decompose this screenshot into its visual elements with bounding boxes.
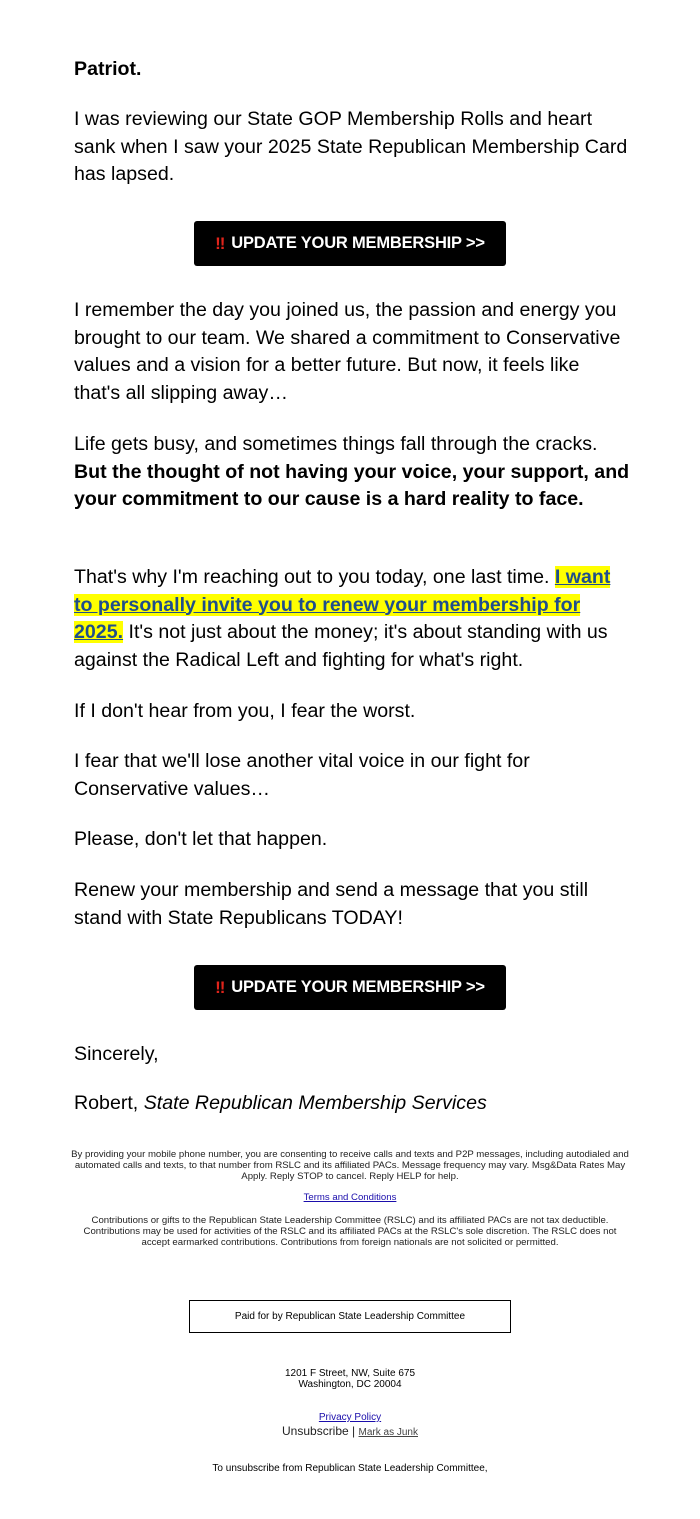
sms-disclaimer: By providing your mobile phone number, you are consenting to receive calls and texts and P2P messages, including autodialed and automated calls and texts, to that number from RSLC and its affiliated PACs. Message frequency may vary. Msg&Data Rates May Apply. Reply STOP to cancel. Reply HELP for help. [71, 1149, 629, 1182]
paragraph-invite [74, 564, 630, 674]
paid-for-box: Paid for by Republican State Leadership Committee [189, 1300, 511, 1333]
paragraph-remember: I remember the day you joined us, the passion and energy you brought to our team. We shared a commitment to Conservative values and a vision for a better future. But now, it feels like that's all slipping away… [74, 299, 621, 404]
unsubscribe-note: To unsubscribe from Republican State Leadership Committee, [212, 1463, 488, 1474]
closing-sincerely: Sincerely, [74, 1043, 159, 1065]
mark-as-junk-link[interactable]: Mark as Junk [358, 1427, 418, 1438]
update-membership-button-bottom[interactable] [194, 965, 506, 1010]
address-line-2: Washington, DC 20004 [298, 1379, 402, 1390]
terms-row [70, 1192, 630, 1203]
contribution-disclaimer: Contributions or gifts to the Republican State Leadership Committee (RSLC) and its affiliated PACs are not tax deductible. Contributions may be used for activities of the RSLC and its affiliated PACs at the RSLC's sole discretion. The RSLC does not accept earmarked contributions. Contributions from foreign nationals are not solicited or permitted. [83, 1215, 617, 1248]
update-membership-button[interactable] [194, 221, 506, 266]
paragraph-text: It's not just about the money; it's about standing with us against the Radical Left and fighting for what's right. [74, 621, 608, 671]
privacy-policy-link[interactable]: Privacy Policy [318, 1412, 382, 1423]
greeting: Patriot. [74, 58, 142, 80]
paragraph-text: That's why I'm reaching out to you today, one last time. [74, 566, 550, 588]
update-membership-label: UPDATE YOUR MEMBERSHIP >> [231, 978, 485, 996]
paragraph-lapsed-card: I was reviewing our State GOP Membership Rolls and heart sank when I saw your 2025 State Republican Membership Card has lapsed. [74, 108, 628, 185]
signature-name: Robert, [74, 1092, 139, 1114]
unsubscribe-row [150, 1424, 550, 1438]
bold-statement: But the thought of not having your voice, your support, and your commitment to our cause is a hard reality to face. [74, 460, 630, 510]
paragraph-fear: If I don't hear from you, I fear the worst. [74, 700, 416, 722]
privacy-row [200, 1412, 500, 1423]
unsubscribe-link[interactable]: Unsubscribe [282, 1424, 349, 1438]
update-membership-label: UPDATE YOUR MEMBERSHIP >> [231, 234, 485, 252]
signature [74, 1090, 487, 1118]
double-exclamation-icon: ‼ [215, 233, 226, 253]
paragraph-lose-voice: I fear that we'll lose another vital voice in our fight for Conservative values… [74, 750, 530, 800]
separator: | [352, 1424, 356, 1438]
signature-title: State Republican Membership Services [143, 1092, 487, 1114]
renew-membership-link[interactable]: I want to personally invite you to renew your membership for 2025. [74, 566, 611, 643]
double-exclamation-icon: ‼ [215, 977, 226, 997]
terms-link[interactable]: Terms and Conditions [303, 1192, 397, 1203]
paragraph-text: Life gets busy, and sometimes things fall through the cracks. [74, 433, 598, 455]
paragraph-please: Please, don't let that happen. [74, 828, 328, 850]
paragraph-renew: Renew your membership and send a message that you still stand with State Republicans TODAY! [74, 879, 589, 929]
address-line-1: 1201 F Street, NW, Suite 675 [284, 1368, 416, 1379]
paragraph-life-busy [74, 431, 630, 514]
mailing-address [200, 1368, 500, 1390]
